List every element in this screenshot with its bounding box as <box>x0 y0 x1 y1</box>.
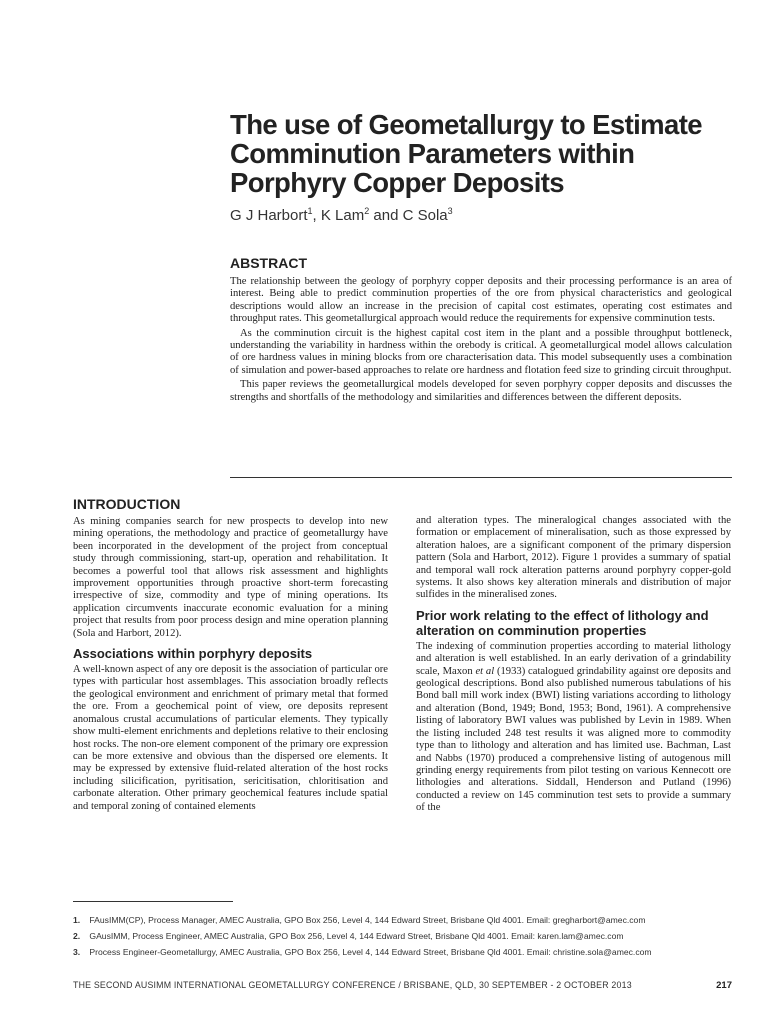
author-affiliation-mark: 1 <box>307 206 313 216</box>
subsection-heading-prior-work: Prior work relating to the effect of lithology and alteration on comminution properties <box>416 607 709 638</box>
body-paragraph: A well-known aspect of any ore deposit is the association of particular ore types with particular host assemblages. This association broadly reflects the geological environment and enrichment of primary metal that formed the ore. From a geochemical point of view, ore deposits represent anomalous crustal accumulations of particular elements. They typically show multi-element enrichments and depletions relative to their enclosing host rocks. The non-ore element component of the primary ore expression can be more extensive and obvious than the dispersed ore elements. It may be expressed by extensive fluid-related alteration of the host rocks including silicification, pyritisation, sericitisation, chloritisation and carbonate alteration. Other primary geochemical features include spatial and temporal zoning of contained elements <box>73 664 388 812</box>
body-paragraph: and alteration types. The mineralogical changes associated with the formation or emplacement of mineralisation, such as those expressed by alteration haloes, are a significant component of the primary dispersion pattern (Sola and Harbort, 2012). Figure 1 provides a summary of spatial and temporal wall rock alteration patterns around porphyry copper-gold systems. It also shows key alteration minerals and distribution of major sulfides in the mineralised zones. <box>416 515 731 601</box>
body-paragraph: As mining companies search for new prospects to develop into new mining operations, the methodology and practice of geometallurgy have been incorporated in the development of the project from conceptual study through commissioning, start-up, operation and rehabilitation. It becomes a powerful tool that allows risk assessment and highlights improvement opportunities through proactive short-term forecasting irrespective of size, commodity and type of mining operations. Its application circumvents inaccurate economic evaluation for a mining project that results from poor process design and mine operation planning (Sola and Harbort, 2012). <box>73 516 388 639</box>
footnote <box>73 944 733 960</box>
author-affiliation-mark: 2 <box>364 206 370 216</box>
footnote-number: 1. <box>73 915 81 925</box>
abstract-paragraph: As the comminution circuit is the highest capital cost item in the plant and a possible throughput bottleneck, understanding the variability in hardness within the orebody is critical. A geometallurgical model allows calculation of ore hardness values in mining blocks from ore characterisation data. This model subsequently uses a combination of simulation and power-based approaches to relate ore hardness and flotation feed size to grinding circuit throughput. <box>230 327 732 376</box>
footnote-number: 3. <box>73 947 81 957</box>
author-name: , K Lam <box>312 207 365 224</box>
abstract-divider <box>230 477 732 478</box>
paper-title: The use of Geometallurgy to Estimate Comminution Parameters within Porphyry Copper Deposits <box>230 109 702 198</box>
footnote <box>73 928 733 944</box>
conference-footer: THE SECOND AUSIMM INTERNATIONAL GEOMETALLURGY CONFERENCE / BRISBANE, QLD, 30 SEPTEMBER - 2 OCTOBER 2013 <box>73 980 632 990</box>
author-affiliation-mark: 3 <box>447 206 453 216</box>
left-column <box>73 496 388 813</box>
body-paragraph <box>416 641 731 815</box>
author-list <box>230 206 740 224</box>
body-text-italic: et al <box>475 665 495 677</box>
author-name: G J Harbort <box>230 207 308 224</box>
abstract-paragraph: This paper reviews the geometallurgical models developed for seven porphyry copper deposits and discusses the strengths and shortfalls of the methodology and similarities and differences between the different deposits. <box>230 379 732 403</box>
page-number: 217 <box>716 980 732 991</box>
body-text: (1933) catalogued grindability against ore deposits and geological descriptions. Bond also published numerous tabulations of his Bond ball mill work index (BWI) listing variations according to lithology and alteration (Bond, 1949; Bond, 1953; Bond, 1961). A comprehensive listing of laboratory BWI values was published by Levin in 1989. When the listing included 248 test results it was aligned more to commodity type than to lithology and alteration and has limited use. Bachman, Last and Nabbs (1970) produced a comprehensive listing of autogenous mill grinding energy requirements from pilot testing on various Kennecott ore lithologies and alterations. Siddall, Henderson and Putland (1996) conducted a review on 145 comminution test sets to provide a summary of the <box>416 665 731 814</box>
right-column <box>416 515 731 815</box>
abstract-body <box>230 276 732 404</box>
section-heading-introduction: INTRODUCTION <box>73 496 181 512</box>
footnote-number: 2. <box>73 931 81 941</box>
footnote-text: GAusIMM, Process Engineer, AMEC Australia, GPO Box 256, Level 4, 144 Edward Street, Brisbane Qld 4001. Email: karen.lam@amec.com <box>89 931 624 941</box>
footnote <box>73 912 733 928</box>
footnote-text: Process Engineer-Geometallurgy, AMEC Australia, GPO Box 256, Level 4, 144 Edward Street, Brisbane Qld 4001. Email: christine.sola@amec.com <box>89 947 652 957</box>
footnotes <box>73 912 733 960</box>
footnote-text: FAusIMM(CP), Process Manager, AMEC Australia, GPO Box 256, Level 4, 144 Edward Street, Brisbane Qld 4001. Email: gregharbort@amec.com <box>89 915 646 925</box>
abstract-heading: ABSTRACT <box>230 255 307 271</box>
body-text: The indexing of comminution properties according to material lithology and alteration is well established. In an early derivation of a grindability scale, Maxon <box>416 640 731 677</box>
author-name: and C Sola <box>369 207 448 224</box>
footnote-divider <box>73 901 233 902</box>
abstract-paragraph: The relationship between the geology of porphyry copper deposits and their processing performance is an area of interest. Being able to predict comminution properties of the ore from physical characteristics and geological descriptions would allow an increase in the precision of capital cost estimates, operating cost estimates and throughput rates. This geometallurgical approach would reduce the requirements for expensive comminution tests. <box>230 276 732 325</box>
subsection-heading-associations: Associations within porphyry deposits <box>73 646 313 662</box>
